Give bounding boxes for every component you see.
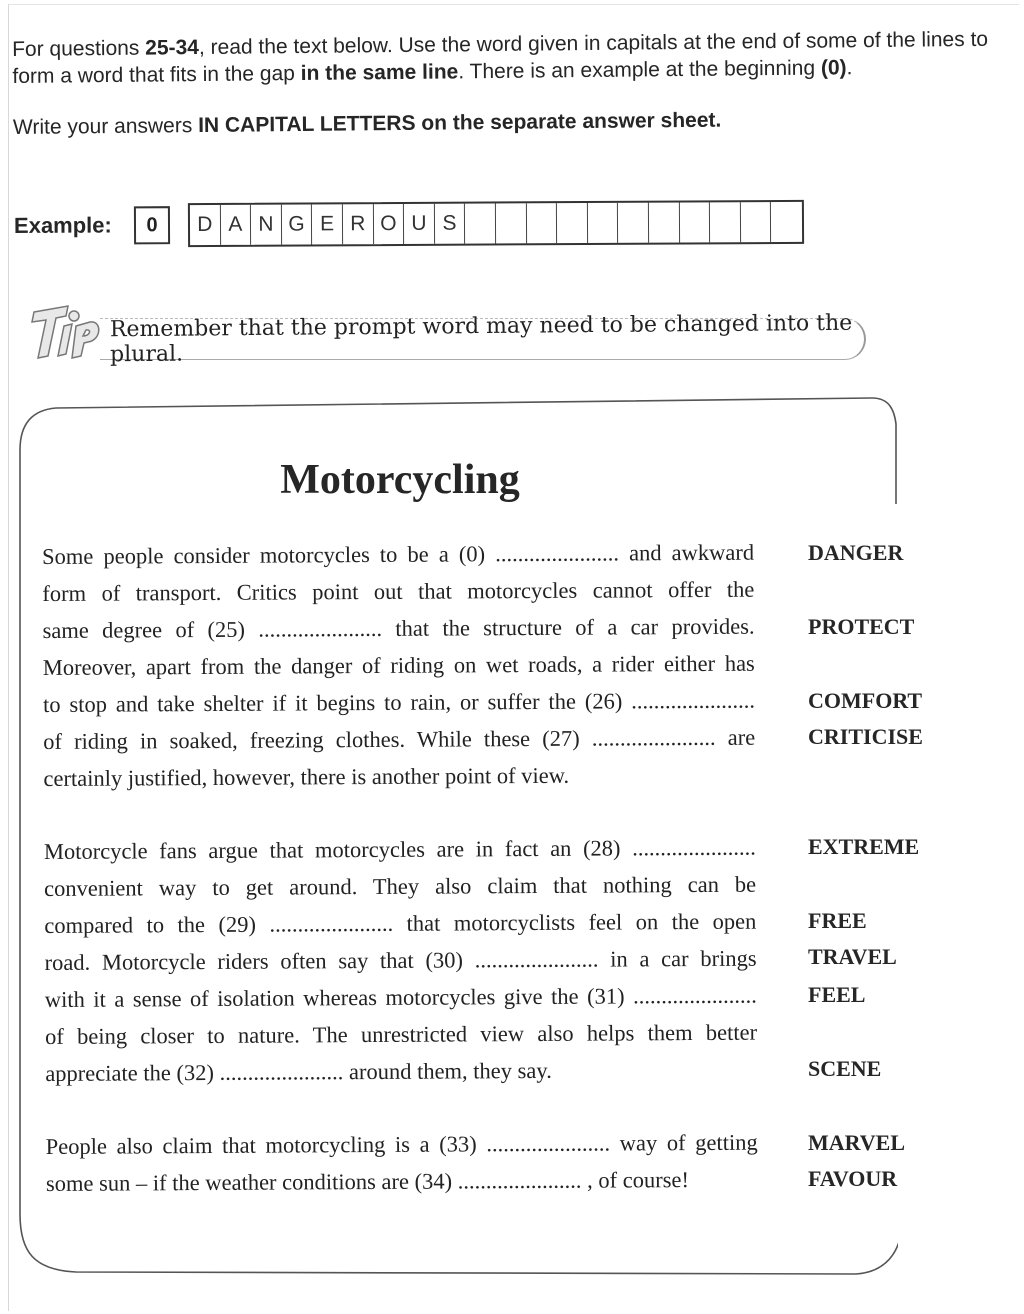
answer-cell: D: [190, 205, 221, 245]
answer-cell: G: [282, 204, 313, 244]
prompt-word: CRITICISE: [808, 724, 923, 749]
prompt-word: TRAVEL: [808, 944, 897, 969]
passage-line: same degree of (25) ...................... that the structure of a car provides.: [42, 613, 755, 643]
prompt-word: PROTECT: [808, 614, 915, 639]
passage-line: of riding in soaked, freezing clothes. While these (27) ...................... are: [43, 724, 756, 754]
answer-cell: [649, 203, 680, 243]
answer-cell: S: [435, 204, 466, 244]
prompt-word: EXTREME: [808, 834, 920, 859]
answer-cell: [588, 203, 619, 243]
tip-logo-icon: [28, 298, 102, 364]
answer-cell: E: [312, 204, 343, 244]
passage-line: with it a sense of isolation whereas motorcycles give the (31) ......................: [44, 982, 757, 1012]
answer-cell: R: [343, 204, 374, 244]
passage-line: appreciate the (32) ...................... around them, they say.: [45, 1057, 552, 1086]
passage-title: Motorcycling: [280, 457, 520, 503]
passage-body: [42, 534, 758, 1202]
instruction-text: , read the text below. Use the word given in capitals at the end of some of the lines to: [198, 27, 989, 60]
passage-line: convenient way to get around. They also claim that nothing can be: [44, 871, 757, 901]
instructions: [12, 25, 1018, 141]
prompt-word: SCENE: [808, 1056, 882, 1081]
instruction-text: . There is an example at the beginning: [458, 56, 822, 84]
answer-cell: [710, 202, 741, 242]
question-range: 25-34: [145, 36, 200, 60]
answer-cell: [496, 203, 527, 243]
prompt-word: COMFORT: [808, 688, 923, 713]
tip-box: [28, 296, 874, 372]
instruction-emphasis: IN CAPITAL LETTERS on the separate answer sheet.: [197, 108, 722, 138]
passage-line: of being closer to nature. The unrestricted view also helps them better: [44, 1019, 758, 1049]
instruction-text: For questions: [12, 36, 146, 61]
answer-grid: [188, 200, 804, 247]
prompt-word: DANGER: [808, 540, 904, 565]
example-ref: (0): [820, 56, 847, 80]
instruction-text: form a word that fits in the gap: [12, 61, 301, 88]
tip-text: Remember that the prompt word may need to be changed into the plural.: [109, 310, 853, 368]
passage-line: certainly justified, however, there is another point of view.: [43, 762, 570, 791]
prompt-word: MARVEL: [808, 1130, 906, 1155]
answer-cell: O: [373, 204, 404, 244]
answer-cell: [741, 202, 772, 242]
answer-cell: N: [251, 205, 282, 245]
passage-line: Motorcycle fans argue that motorcycles are in fact an (28) ......................: [43, 834, 756, 864]
passage-line: to stop and take shelter if it begins to rain, or suffer the (26) ......................: [42, 687, 756, 717]
answer-cell: [465, 203, 496, 243]
answer-cell: U: [404, 204, 435, 244]
instruction-text: .: [846, 56, 853, 80]
prompt-word: FREE: [808, 908, 867, 933]
answer-cell: [557, 203, 588, 243]
passage-line: People also claim that motorcycling is a (33) ...................... way of getting: [45, 1129, 758, 1159]
tip-frame: [100, 310, 866, 368]
tip-logo-text: Tip: [65, 362, 67, 363]
passage-line: Some people consider motorcycles to be a (0) ...................... and awkward: [42, 539, 755, 569]
instruction-emphasis: in the same line: [300, 60, 459, 85]
instruction-text: Write your answers: [12, 114, 199, 139]
answer-cell: [771, 202, 802, 242]
prompt-word: FAVOUR: [808, 1166, 898, 1191]
passage-line: road. Motorcycle riders often say that (30) ...................... in a car brings: [44, 945, 757, 975]
passage-line: compared to the (29) ...................... that motorcyclists feel on the open: [44, 908, 757, 938]
answer-cell: [526, 203, 557, 243]
example-number-box: 0: [134, 206, 170, 244]
answer-cell: [618, 203, 649, 243]
answer-cell: A: [220, 205, 251, 245]
prompt-word: FEEL: [808, 982, 866, 1007]
passage-line: some sun – if the weather conditions are (34) ...................... , of course!: [45, 1167, 689, 1196]
example-label: Example:: [13, 212, 112, 238]
example-row: [14, 192, 804, 256]
answer-cell: [679, 202, 710, 242]
passage-line: form of transport. Critics point out that motorcycles cannot offer the: [42, 576, 755, 606]
passage-line: Moreover, apart from the danger of riding on wet roads, a rider either has: [42, 650, 755, 680]
